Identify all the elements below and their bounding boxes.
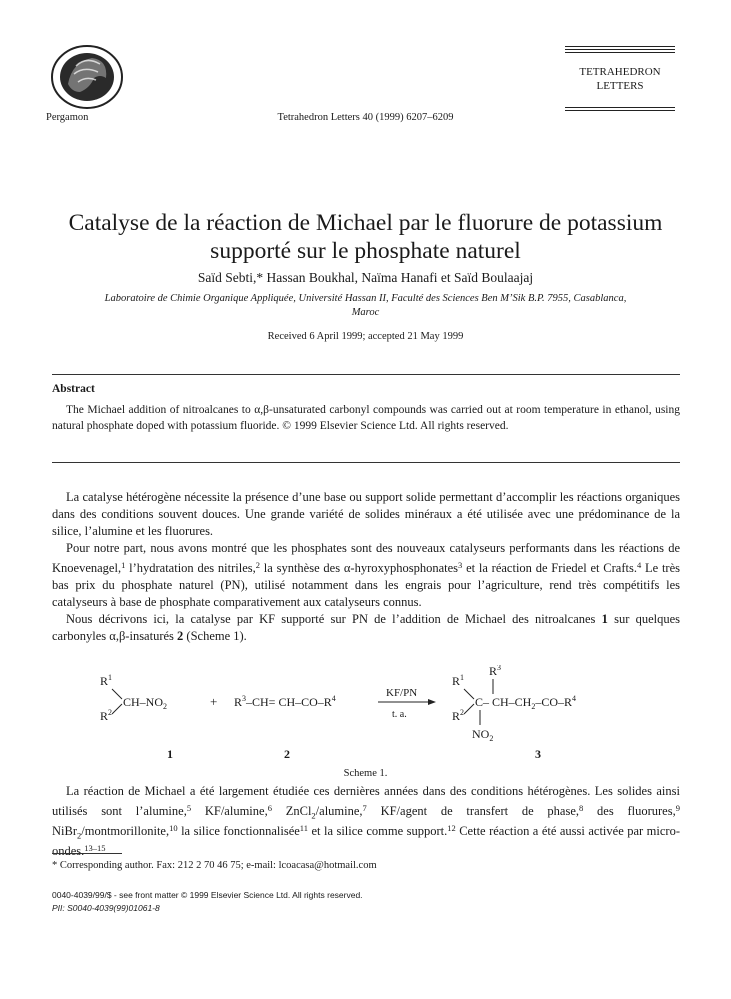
reactant1-core: $CH-NO_2$ <box>123 695 168 711</box>
plus-sign: + <box>210 694 218 709</box>
authors: Saïd Sebti,* Hassan Boukhal, Naïma Hanafi et Saïd Boulaajaj <box>197 270 534 285</box>
pergamon-logo <box>50 44 124 110</box>
issn-line: 0040-4039/99/$ - see front matter © 1999 Elsevier Science Ltd. All rights reserved. <box>52 890 363 900</box>
divider <box>52 462 680 463</box>
paragraph: Pour notre part, nous avons montré que les phosphates sont des nouveaux catalyseurs performants dans les réactions de Knoevenagel,$^1$ l’hydratation des nitriles,$^2$ la synthèse des α-hyroxyphosphonates$^3$ et la réaction de Friedel et Crafts.$^4$ Le très bas prix du phosphate naturel (PN), utilisé notamment dans les engrais pour l’agriculture, rend très compétitifs les catalyseurs à base de phosphate comparativement aux catalyseurs connus. <box>52 541 680 609</box>
body-section-1 <box>52 489 680 645</box>
reactant1-r1: $R^1$ <box>100 673 113 688</box>
journal-masthead <box>562 46 678 111</box>
paragraph: Nous décrivons ici, la catalyse par KF supporté sur PN de l’addition de Michael des nitroalcanes 1 sur quelques carbonyles α,β-insaturés 2 (Scheme 1). <box>52 611 680 643</box>
received-dates: Received 6 April 1999; accepted 21 May 1999 <box>267 331 464 342</box>
affiliation-line: Laboratoire de Chimie Organique Appliquée, Université Hassan II, Faculté des Sciences Ben M’Sik B.P. 7955, Casablanca, <box>104 293 627 304</box>
bond-line <box>464 704 474 714</box>
publisher-name: Pergamon <box>46 112 89 123</box>
compound-label-3: 3 <box>535 747 541 761</box>
masthead-rule <box>565 46 675 47</box>
affiliation <box>40 292 691 320</box>
body-section-2 <box>52 783 680 859</box>
bond-line <box>112 704 122 714</box>
paragraph: La catalyse hétérogène nécessite la présence d’une base ou support solide permettant d’accomplir les réactions organiques dans des conditions souvent douces. Une grande variété de solides minéraux a été utilisée avec une prédominance de la silice, l’alumine et les fluorures. <box>52 490 680 538</box>
reactant2: $R^3-CH= CH-CO-R^4$ <box>234 694 336 709</box>
product-r3: $R^3$ <box>489 665 502 678</box>
reactant1-r2: $R^2$ <box>100 708 113 723</box>
masthead-rule <box>565 49 675 50</box>
divider <box>52 374 680 375</box>
affiliation-line: Maroc <box>351 307 380 318</box>
masthead-rule <box>565 107 675 108</box>
arrow-head <box>428 699 436 705</box>
product-r2: $R^2$ <box>452 708 465 723</box>
condition-temperature: t. a. <box>392 709 407 720</box>
bond-line <box>112 689 122 699</box>
product-no2: $NO_2$ <box>472 727 494 743</box>
product-r1: $R^1$ <box>452 673 465 688</box>
journal-name-line2: LETTERS <box>596 80 644 92</box>
masthead-rule <box>565 110 675 111</box>
scheme-1-reaction <box>52 665 680 765</box>
product-chain: C– $CH-CH_2-CO-R^4$ <box>475 694 577 711</box>
compound-label-2: 2 <box>284 747 290 761</box>
condition-catalyst: KF/PN <box>386 687 418 699</box>
pii-line: PII: S0040-4039(99)01061-8 <box>52 903 160 913</box>
masthead-rule <box>565 52 675 53</box>
compound-label-1: 1 <box>167 747 173 761</box>
abstract-heading: Abstract <box>52 383 95 395</box>
abstract-text: The Michael addition of nitroalcanes to α,β-unsaturated carbonyl compounds was carried out at room temperature in ethanol, using natural phosphate doped with potassium fluoride. © 1999 Elsevier Science Ltd. All rights reserved. <box>52 404 680 432</box>
footnote-rule <box>52 853 122 854</box>
issn-block <box>52 889 363 915</box>
journal-name-line1: TETRAHEDRON <box>579 66 661 78</box>
paragraph: La réaction de Michael a été largement étudiée ces dernières années dans des conditions hétérogènes. Les solides ainsi utilisés sont l’alumine,$^5$ KF/alumine,$^6$ ZnCl$_2$/alumine,$^7$ KF/agent de transfert de phase,$^8$ des fluorures,$^9$ NiBr$_2$/montmorillonite,$^{10}$ la silice fonctionnalisée$^{11}$ et la silice comme support.$^{12}$ Cette réaction a été aussi activée par micro-ondes.$^{13-15}$ <box>52 784 680 858</box>
journal-reference: Tetrahedron Letters 40 (1999) 6207–6209 <box>277 112 454 123</box>
bond-line <box>464 689 474 699</box>
article-title <box>30 209 701 265</box>
title-line: Catalyse de la réaction de Michael par le fluorure de potassium <box>68 210 663 236</box>
scheme-caption: Scheme 1. <box>343 768 388 779</box>
title-line: supporté sur le phosphate naturel <box>210 238 521 264</box>
footnote: * Corresponding author. Fax: 212 2 70 46 75; e-mail: lcoacasa@hotmail.com <box>52 860 377 871</box>
